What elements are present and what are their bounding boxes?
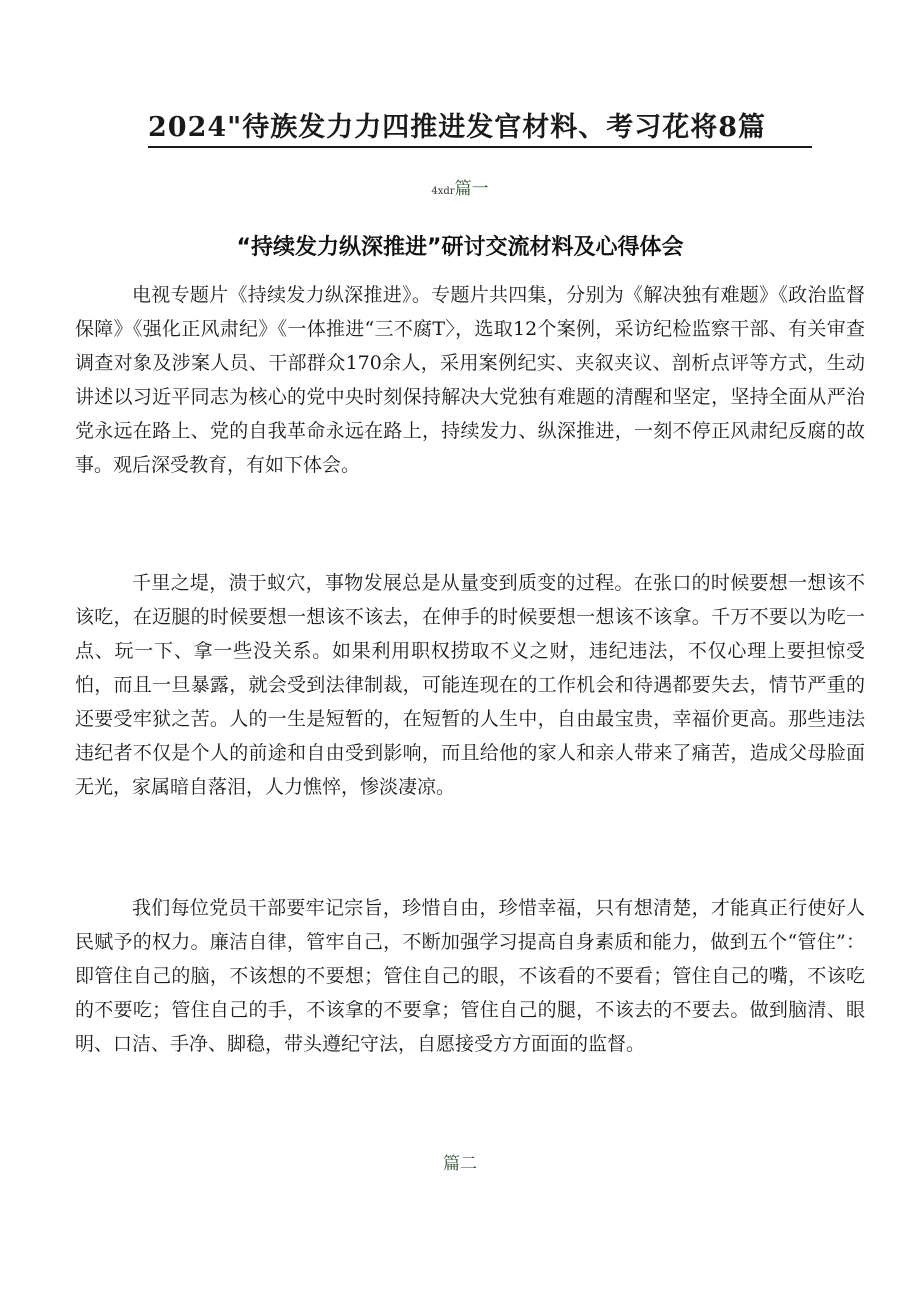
paragraph-3: 我们每位党员干部要牢记宗旨，珍惜自由，珍惜幸福，只有想清楚，才能真正行使好人民赋予的权力。廉洁自律，管牢自己，不断加强学习提高自身素质和能力，做到五个“管住”：即管住自己的脑，不该想的不要想；管住自己的眼，不该看的不要看；管住自己的嘴，不该吃的不要吃；管住自己的手，不该拿的不要拿；管住自己的腿，不该去的不要去。做到脑清、眼明、口洁、手净、脚稳，带头遵纪守法，自愿接受方方面面的监督。: [75, 897, 865, 1055]
article-title: “持续发力纵深推进”研讨交流材料及心得体会: [236, 235, 684, 260]
paragraph-2: 千里之堤，溃于蚁穴，事物发展总是从量变到质变的过程。在张口的时候要想一想该不该吃，在迈腿的时候要想一想该不该去，在伸手的时候要想一想该不该拿。千万不要以为吃一点、玩一下、拿一些没关系。如果利用职权捞取不义之财，违纪违法，不仅心理上要担惊受怕，而且一旦暴露，就会受到法律制裁，可能连现在的工作机会和待遇都要失去，情节严重的还要受牢狱之苦。人的一生是短暂的，在短暂的人生中，自由最宝贵，幸福价更高。那些违法违纪者不仅是个人的前途和自由受到影响，而且给他的家人和亲人带来了痛苦，造成父母脸面无光，家属暗自落泪，人力憔悴，惨淡凄凉。: [75, 572, 865, 798]
section-prefix: 4xdr: [431, 186, 455, 197]
section-label-2: 篇二: [443, 1154, 477, 1174]
section-label-text: 篇一: [454, 179, 489, 199]
paragraph-1: 电视专题片《持续发力纵深推进》。专题片共四集，分别为《解决独有难题》《政治监督保障》《强化正风肃纪》《一体推进“三不腐T〉，选取12个案例，采访纪检监察干部、有关审查调查对象及涉案人员、干部群众170余人，采用案例纪实、夹叙夹议、剖析点评等方式，生动讲述以习近平同志为核心的党中央时刻保持解决大党独有难题的清醒和坚定，坚持全面从严治党永远在路上、党的自我革命永远在路上，持续发力、纵深推进，一刻不停正风肃纪反腐的故事。观后深受教育，有如下体会。: [75, 284, 865, 476]
document-title: 2024"待族发力力四推进发官材料、考习花将8篇: [148, 112, 812, 148]
section-label-1: [0, 174, 920, 199]
